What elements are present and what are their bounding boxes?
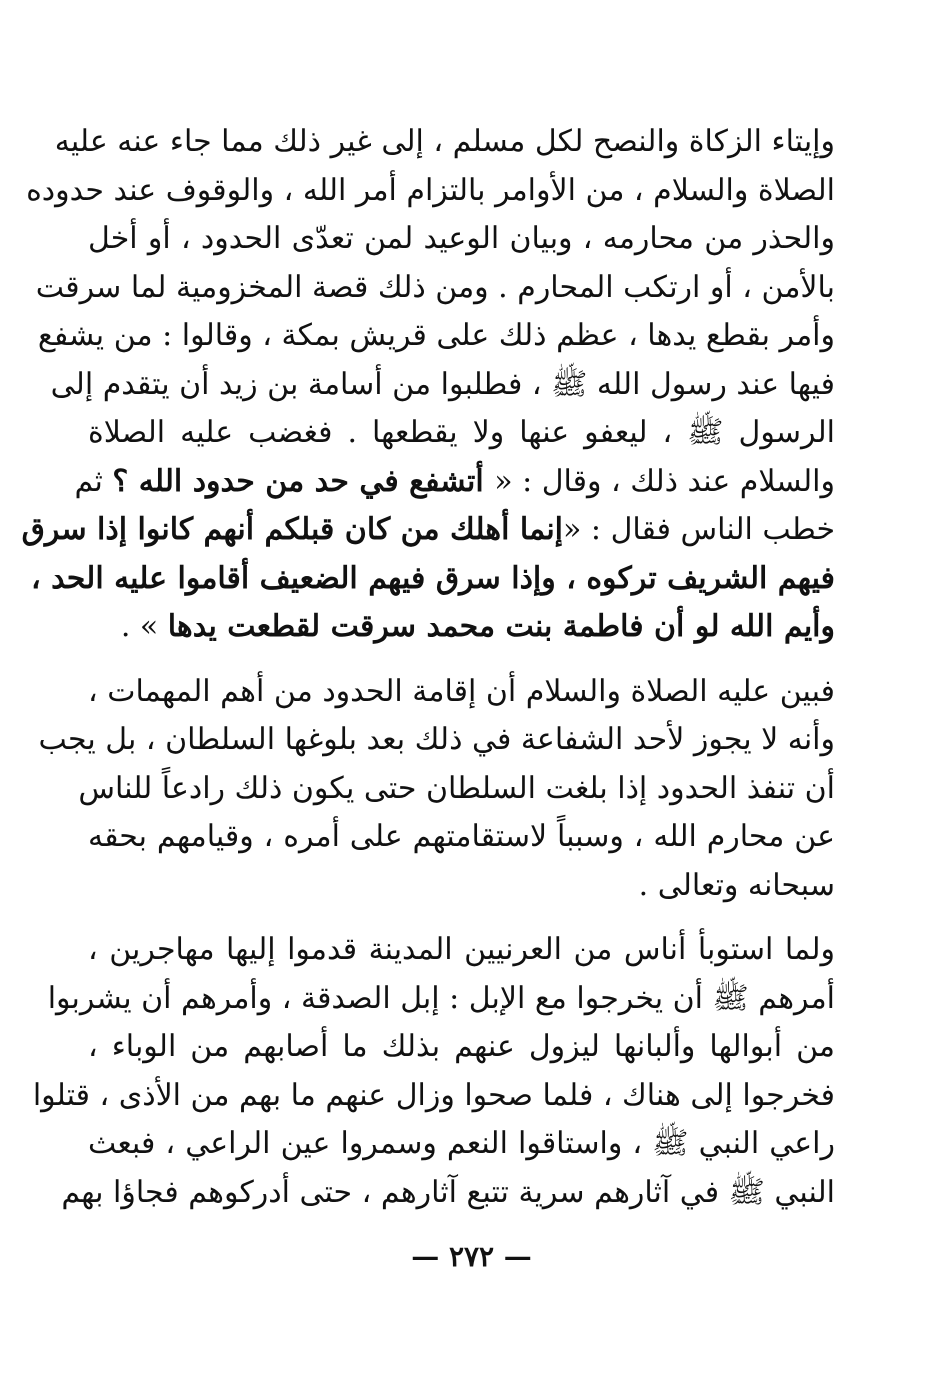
text-line: سبحانه وتعالى . xyxy=(638,867,835,903)
paragraph-gap xyxy=(88,652,835,668)
text-line xyxy=(88,603,835,652)
text-line: وأمر بقطع يدها ، عظم ذلك على قريش بمكة ، وقالوا : من يشفع xyxy=(37,318,835,353)
text-line: عن محارم الله ، وسبباً لاستقامتهم على أمره ، وقيامهم بحقه xyxy=(88,819,835,854)
text-line: راعي النبي ﷺ ، واستاقوا النعم وسمروا عين الراعي ، فبعث xyxy=(88,1126,835,1161)
text-line: وأنه لا يجوز لأحد الشفاعة في ذلك بعد بلوغها السلطان ، بل يجب xyxy=(38,722,835,757)
text-line: ولما استوبأ أناس من العرنيين المدينة قدموا إليها مهاجرين ، xyxy=(88,932,835,967)
text-line: أمرهم ﷺ أن يخرجوا مع الإبل : إبل الصدقة ، وأمرهم أن يشربوا xyxy=(47,980,835,1016)
hadith-quote-line: فيهم الشريف تركوه ، وإذا سرق فيهم الضعيف أقاموا عليه الحد ، xyxy=(30,560,835,596)
page-body xyxy=(21,118,835,1217)
text-plain: ثم xyxy=(74,463,113,499)
hadith-quote: وأيم الله لو أن فاطمة بنت محمد سرقت لقطعت يدها xyxy=(167,609,835,644)
paragraph-gap xyxy=(88,910,835,926)
hadith-quote: أتشفع في حد من حدود الله ؟ xyxy=(112,463,495,499)
page-number: — ٢٧٢ — xyxy=(411,1240,532,1273)
text-line: فخرجوا إلى هناك ، فلما صحوا وزال عنهم ما بهم من الأذى ، قتلوا xyxy=(32,1077,835,1113)
text-line: فيها عند رسول الله ﷺ ، فطلبوا من أسامة بن زيد أن يتقدم إلى xyxy=(50,366,835,402)
text-line xyxy=(21,506,835,555)
paragraph-1 xyxy=(21,118,835,652)
text-line: بالأمن ، أو ارتكب المحارم . ومن ذلك قصة المخزومية لما سرقت xyxy=(35,269,835,305)
text-plain: » . xyxy=(120,609,168,644)
text-line: وإيتاء الزكاة والنصح لكل مسلم ، إلى غير ذلك مما جاء عنه عليه xyxy=(54,124,835,159)
text-line: أن تنفذ الحدود إذا بلغت السلطان حتى يكون ذلك رادعاً للناس xyxy=(78,770,835,806)
text-plain: خطب الناس فقال : « xyxy=(563,512,835,547)
text-line: الرسول ﷺ ، ليعفو عنها ولا يقطعها . فغضب عليه الصلاة xyxy=(88,415,835,450)
hadith-quote: إنما أهلك من كان قبلكم أنهم كانوا إذا سرق xyxy=(21,512,564,547)
text-line: من أبوالها وألبانها ليزول عنهم بذلك ما أصابهم من الوباء ، xyxy=(88,1029,835,1064)
text-line xyxy=(74,458,835,507)
text-line: فبين عليه الصلاة والسلام أن إقامة الحدود من أهم المهمات ، xyxy=(88,673,835,709)
text-line: والحذر من محارمه ، وبيان الوعيد لمن تعدّى الحدود ، أو أخل xyxy=(88,221,835,256)
text-line: الصلاة والسلام ، من الأوامر بالتزام أمر الله ، والوقوف عند حدوده xyxy=(26,172,835,208)
text-plain: والسلام عند ذلك ، وقال : « xyxy=(494,463,835,499)
text-line: النبي ﷺ في آثارهم سرية تتبع آثارهم ، حتى أدركوهم فجاؤا بهم xyxy=(61,1174,835,1210)
paragraph-3 xyxy=(32,926,835,1217)
paragraph-2 xyxy=(38,668,835,911)
